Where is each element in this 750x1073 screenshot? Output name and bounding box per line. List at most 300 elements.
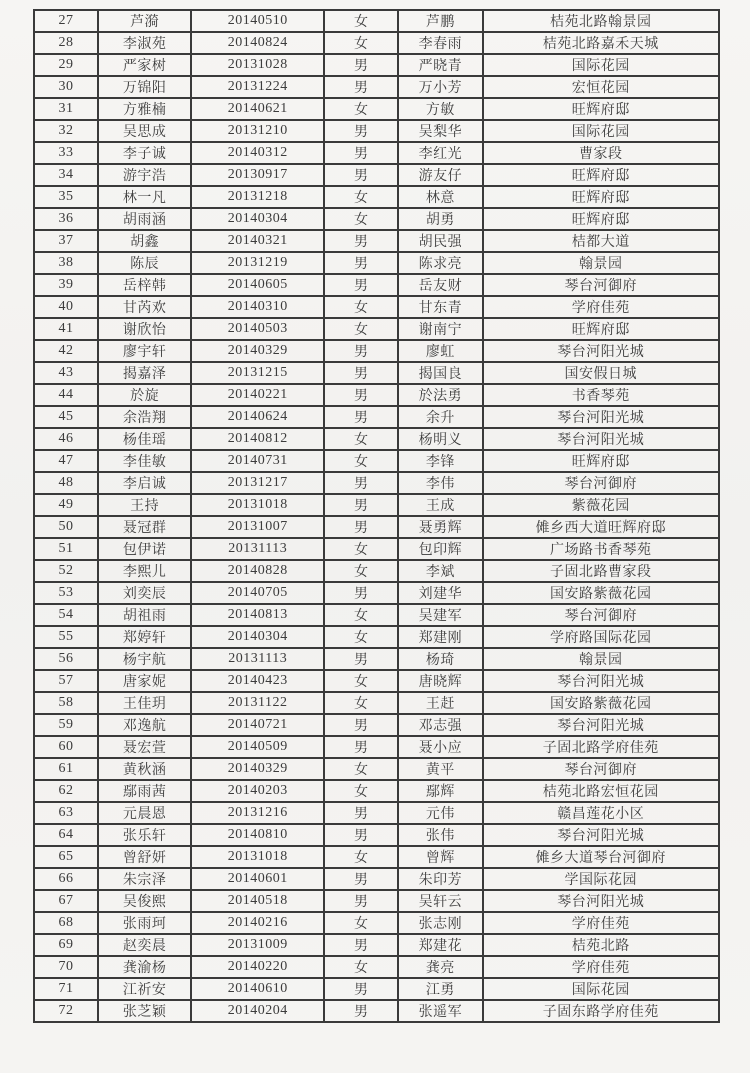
cell-child-name: 邓逸航 [98,714,191,736]
cell-row-number: 60 [34,736,98,758]
cell-address: 国际花园 [483,120,719,142]
cell-gender: 男 [324,120,398,142]
cell-guardian-name: 吴建军 [398,604,482,626]
cell-gender: 男 [324,230,398,252]
table-row [34,164,719,186]
cell-row-number: 58 [34,692,98,714]
table-row [34,670,719,692]
cell-gender: 男 [324,494,398,516]
cell-birthdate: 20140220 [191,956,324,978]
cell-row-number: 47 [34,450,98,472]
cell-guardian-name: 方敏 [398,98,482,120]
cell-guardian-name: 唐晓辉 [398,670,482,692]
cell-gender: 男 [324,1000,398,1022]
cell-row-number: 56 [34,648,98,670]
cell-gender: 女 [324,428,398,450]
table-row [34,692,719,714]
cell-address: 学府佳苑 [483,296,719,318]
cell-guardian-name: 芦鹏 [398,10,482,32]
cell-guardian-name: 严晓青 [398,54,482,76]
cell-birthdate: 20140221 [191,384,324,406]
cell-birthdate: 20140509 [191,736,324,758]
cell-row-number: 67 [34,890,98,912]
cell-birthdate: 20131210 [191,120,324,142]
cell-address: 琴台河御府 [483,758,719,780]
table-row [34,494,719,516]
cell-birthdate: 20131224 [191,76,324,98]
cell-guardian-name: 曾辉 [398,846,482,868]
cell-child-name: 朱宗泽 [98,868,191,890]
cell-child-name: 杨佳瑶 [98,428,191,450]
cell-child-name: 龚渝杨 [98,956,191,978]
cell-guardian-name: 胡民强 [398,230,482,252]
cell-guardian-name: 张遥军 [398,1000,482,1022]
cell-birthdate: 20131215 [191,362,324,384]
cell-gender: 男 [324,824,398,846]
cell-gender: 男 [324,516,398,538]
cell-row-number: 50 [34,516,98,538]
cell-address: 旺辉府邸 [483,186,719,208]
cell-row-number: 57 [34,670,98,692]
cell-row-number: 51 [34,538,98,560]
cell-address: 旺辉府邸 [483,450,719,472]
cell-child-name: 刘奕辰 [98,582,191,604]
cell-child-name: 陈辰 [98,252,191,274]
cell-birthdate: 20131018 [191,846,324,868]
cell-gender: 男 [324,802,398,824]
cell-address: 学府路国际花园 [483,626,719,648]
cell-gender: 女 [324,10,398,32]
cell-gender: 女 [324,626,398,648]
cell-address: 琴台河御府 [483,472,719,494]
cell-guardian-name: 杨明义 [398,428,482,450]
cell-address: 赣昌莲花小区 [483,802,719,824]
cell-address: 学国际花园 [483,868,719,890]
cell-row-number: 72 [34,1000,98,1022]
cell-gender: 男 [324,340,398,362]
cell-row-number: 42 [34,340,98,362]
cell-address: 子固东路学府佳苑 [483,1000,719,1022]
cell-guardian-name: 李春雨 [398,32,482,54]
cell-birthdate: 20140621 [191,98,324,120]
cell-address: 桔苑北路嘉禾天城 [483,32,719,54]
cell-row-number: 32 [34,120,98,142]
cell-birthdate: 20140510 [191,10,324,32]
cell-row-number: 48 [34,472,98,494]
table-row [34,296,719,318]
cell-birthdate: 20131009 [191,934,324,956]
table-row [34,186,719,208]
table-row [34,824,719,846]
cell-gender: 女 [324,604,398,626]
cell-birthdate: 20140605 [191,274,324,296]
cell-gender: 男 [324,648,398,670]
cell-address: 国安路紫薇花园 [483,692,719,714]
table-row [34,98,719,120]
cell-guardian-name: 龚亮 [398,956,482,978]
cell-birthdate: 20131018 [191,494,324,516]
cell-row-number: 49 [34,494,98,516]
cell-birthdate: 20140812 [191,428,324,450]
table-row [34,582,719,604]
cell-child-name: 严家树 [98,54,191,76]
cell-child-name: 赵奕晨 [98,934,191,956]
cell-guardian-name: 元伟 [398,802,482,824]
cell-address: 桔苑北路宏恒花园 [483,780,719,802]
cell-gender: 男 [324,384,398,406]
cell-child-name: 游宇浩 [98,164,191,186]
cell-guardian-name: 郑建花 [398,934,482,956]
cell-birthdate: 20140624 [191,406,324,428]
cell-row-number: 34 [34,164,98,186]
cell-gender: 女 [324,758,398,780]
cell-gender: 男 [324,978,398,1000]
cell-gender: 男 [324,54,398,76]
cell-child-name: 聂冠群 [98,516,191,538]
cell-row-number: 40 [34,296,98,318]
cell-address: 琴台河御府 [483,604,719,626]
cell-row-number: 36 [34,208,98,230]
cell-child-name: 鄢雨茜 [98,780,191,802]
cell-guardian-name: 包印辉 [398,538,482,560]
cell-child-name: 芦漪 [98,10,191,32]
cell-row-number: 55 [34,626,98,648]
cell-gender: 男 [324,714,398,736]
cell-address: 国安假日城 [483,362,719,384]
table-row [34,780,719,802]
cell-row-number: 35 [34,186,98,208]
table-row [34,516,719,538]
cell-child-name: 杨宇航 [98,648,191,670]
cell-birthdate: 20140601 [191,868,324,890]
cell-row-number: 70 [34,956,98,978]
cell-address: 桔苑北路翰景园 [483,10,719,32]
table-row [34,54,719,76]
cell-gender: 男 [324,142,398,164]
cell-child-name: 王持 [98,494,191,516]
cell-gender: 男 [324,582,398,604]
cell-child-name: 张芝颖 [98,1000,191,1022]
cell-child-name: 聂宏萱 [98,736,191,758]
cell-guardian-name: 朱印芳 [398,868,482,890]
cell-guardian-name: 揭国良 [398,362,482,384]
cell-birthdate: 20140216 [191,912,324,934]
cell-birthdate: 20140423 [191,670,324,692]
cell-gender: 男 [324,274,398,296]
cell-guardian-name: 李红光 [398,142,482,164]
cell-row-number: 54 [34,604,98,626]
cell-child-name: 谢欣怡 [98,318,191,340]
cell-address: 翰景园 [483,648,719,670]
cell-address: 琴台河阳光城 [483,340,719,362]
cell-gender: 男 [324,934,398,956]
cell-child-name: 林一凡 [98,186,191,208]
cell-row-number: 43 [34,362,98,384]
cell-address: 傩乡西大道旺辉府邸 [483,516,719,538]
cell-birthdate: 20140813 [191,604,324,626]
table-row [34,252,719,274]
cell-birthdate: 20140304 [191,208,324,230]
cell-address: 国安路紫薇花园 [483,582,719,604]
cell-address: 子固北路曹家段 [483,560,719,582]
cell-address: 琴台河阳光城 [483,824,719,846]
cell-guardian-name: 岳友财 [398,274,482,296]
cell-gender: 女 [324,912,398,934]
table-row [34,406,719,428]
table-row [34,142,719,164]
cell-address: 琴台河阳光城 [483,406,719,428]
cell-row-number: 37 [34,230,98,252]
cell-address: 子固北路学府佳苑 [483,736,719,758]
table-row [34,912,719,934]
cell-guardian-name: 刘建华 [398,582,482,604]
cell-birthdate: 20131218 [191,186,324,208]
cell-address: 学府佳苑 [483,956,719,978]
table-row [34,802,719,824]
table-row [34,318,719,340]
cell-row-number: 28 [34,32,98,54]
cell-address: 宏恒花园 [483,76,719,98]
cell-row-number: 59 [34,714,98,736]
table-row [34,560,719,582]
cell-gender: 女 [324,32,398,54]
cell-birthdate: 20131007 [191,516,324,538]
cell-gender: 女 [324,318,398,340]
cell-guardian-name: 胡勇 [398,208,482,230]
cell-guardian-name: 李锋 [398,450,482,472]
cell-gender: 男 [324,736,398,758]
cell-row-number: 61 [34,758,98,780]
cell-birthdate: 20140312 [191,142,324,164]
cell-gender: 男 [324,164,398,186]
table-row [34,868,719,890]
cell-guardian-name: 鄢辉 [398,780,482,802]
cell-row-number: 41 [34,318,98,340]
cell-child-name: 胡鑫 [98,230,191,252]
cell-child-name: 吴俊熙 [98,890,191,912]
cell-guardian-name: 聂小应 [398,736,482,758]
cell-birthdate: 20140705 [191,582,324,604]
cell-birthdate: 20140329 [191,758,324,780]
cell-guardian-name: 甘东青 [398,296,482,318]
cell-child-name: 曾舒妍 [98,846,191,868]
table-row [34,208,719,230]
table-row [34,1000,719,1022]
cell-row-number: 62 [34,780,98,802]
cell-birthdate: 20131113 [191,648,324,670]
table-row [34,736,719,758]
cell-guardian-name: 万小芳 [398,76,482,98]
cell-birthdate: 20131219 [191,252,324,274]
cell-birthdate: 20140503 [191,318,324,340]
cell-guardian-name: 聂勇辉 [398,516,482,538]
cell-address: 曹家段 [483,142,719,164]
cell-guardian-name: 林意 [398,186,482,208]
table-row [34,758,719,780]
cell-gender: 男 [324,868,398,890]
cell-row-number: 44 [34,384,98,406]
cell-child-name: 吴思成 [98,120,191,142]
cell-row-number: 68 [34,912,98,934]
cell-child-name: 李佳敏 [98,450,191,472]
cell-gender: 女 [324,186,398,208]
cell-address: 琴台河阳光城 [483,714,719,736]
cell-child-name: 李熙儿 [98,560,191,582]
cell-birthdate: 20140721 [191,714,324,736]
cell-birthdate: 20140304 [191,626,324,648]
cell-child-name: 於旋 [98,384,191,406]
cell-birthdate: 20140329 [191,340,324,362]
table-row [34,956,719,978]
cell-address: 桔苑北路 [483,934,719,956]
cell-birthdate: 20131216 [191,802,324,824]
cell-guardian-name: 郑建刚 [398,626,482,648]
cell-birthdate: 20131113 [191,538,324,560]
cell-row-number: 27 [34,10,98,32]
cell-row-number: 33 [34,142,98,164]
cell-gender: 女 [324,98,398,120]
table-row [34,340,719,362]
table-row [34,846,719,868]
table-row [34,604,719,626]
cell-child-name: 张乐轩 [98,824,191,846]
cell-birthdate: 20131122 [191,692,324,714]
cell-gender: 男 [324,76,398,98]
table-row [34,714,719,736]
cell-gender: 女 [324,780,398,802]
cell-gender: 女 [324,538,398,560]
cell-birthdate: 20140310 [191,296,324,318]
cell-guardian-name: 吴梨华 [398,120,482,142]
cell-child-name: 胡雨涵 [98,208,191,230]
table-row [34,230,719,252]
cell-guardian-name: 邓志强 [398,714,482,736]
cell-birthdate: 20140203 [191,780,324,802]
table-row [34,626,719,648]
table-row [34,890,719,912]
cell-address: 琴台河阳光城 [483,670,719,692]
table-row [34,538,719,560]
cell-gender: 女 [324,956,398,978]
cell-child-name: 唐家妮 [98,670,191,692]
cell-guardian-name: 张志刚 [398,912,482,934]
cell-gender: 男 [324,890,398,912]
cell-birthdate: 20130917 [191,164,324,186]
cell-birthdate: 20140518 [191,890,324,912]
cell-child-name: 岳梓韩 [98,274,191,296]
cell-row-number: 45 [34,406,98,428]
cell-address: 旺辉府邸 [483,208,719,230]
cell-guardian-name: 王赶 [398,692,482,714]
cell-gender: 男 [324,362,398,384]
cell-birthdate: 20140824 [191,32,324,54]
cell-child-name: 李淑苑 [98,32,191,54]
cell-address: 傩乡大道琴台河御府 [483,846,719,868]
cell-gender: 男 [324,252,398,274]
cell-row-number: 63 [34,802,98,824]
cell-birthdate: 20140731 [191,450,324,472]
cell-gender: 女 [324,208,398,230]
cell-child-name: 张雨珂 [98,912,191,934]
cell-child-name: 王佳玥 [98,692,191,714]
cell-birthdate: 20131217 [191,472,324,494]
cell-guardian-name: 於法勇 [398,384,482,406]
cell-address: 紫薇花园 [483,494,719,516]
cell-guardian-name: 廖虹 [398,340,482,362]
cell-guardian-name: 陈求亮 [398,252,482,274]
cell-child-name: 方雅楠 [98,98,191,120]
cell-child-name: 郑婷轩 [98,626,191,648]
cell-birthdate: 20140810 [191,824,324,846]
cell-guardian-name: 张伟 [398,824,482,846]
cell-guardian-name: 谢南宁 [398,318,482,340]
cell-row-number: 53 [34,582,98,604]
cell-row-number: 65 [34,846,98,868]
table-row [34,428,719,450]
cell-child-name: 甘芮欢 [98,296,191,318]
cell-address: 琴台河阳光城 [483,890,719,912]
cell-child-name: 包伊诺 [98,538,191,560]
cell-child-name: 江祈安 [98,978,191,1000]
cell-guardian-name: 吴轩云 [398,890,482,912]
table-row [34,450,719,472]
cell-child-name: 胡祖雨 [98,604,191,626]
cell-row-number: 52 [34,560,98,582]
cell-guardian-name: 游友仔 [398,164,482,186]
cell-row-number: 71 [34,978,98,1000]
cell-address: 旺辉府邸 [483,164,719,186]
table-row [34,978,719,1000]
cell-birthdate: 20140610 [191,978,324,1000]
cell-gender: 女 [324,296,398,318]
cell-row-number: 39 [34,274,98,296]
cell-guardian-name: 黄平 [398,758,482,780]
cell-address: 琴台河御府 [483,274,719,296]
cell-birthdate: 20140321 [191,230,324,252]
cell-child-name: 余浩翔 [98,406,191,428]
cell-gender: 女 [324,560,398,582]
cell-address: 国际花园 [483,54,719,76]
cell-guardian-name: 李斌 [398,560,482,582]
cell-address: 琴台河阳光城 [483,428,719,450]
table-row [34,120,719,142]
cell-child-name: 黄秋涵 [98,758,191,780]
cell-row-number: 46 [34,428,98,450]
cell-child-name: 李启诚 [98,472,191,494]
cell-address: 翰景园 [483,252,719,274]
table-row [34,32,719,54]
cell-gender: 男 [324,406,398,428]
cell-address: 书香琴苑 [483,384,719,406]
cell-address: 国际花园 [483,978,719,1000]
cell-row-number: 29 [34,54,98,76]
cell-guardian-name: 杨琦 [398,648,482,670]
cell-gender: 女 [324,692,398,714]
table-row [34,10,719,32]
cell-birthdate: 20140204 [191,1000,324,1022]
table-row [34,76,719,98]
cell-guardian-name: 余升 [398,406,482,428]
cell-address: 学府佳苑 [483,912,719,934]
cell-gender: 女 [324,846,398,868]
table-row [34,362,719,384]
cell-child-name: 元晨恩 [98,802,191,824]
cell-gender: 男 [324,472,398,494]
cell-child-name: 万锦阳 [98,76,191,98]
roster-table [33,9,720,1023]
cell-child-name: 揭嘉泽 [98,362,191,384]
cell-row-number: 64 [34,824,98,846]
